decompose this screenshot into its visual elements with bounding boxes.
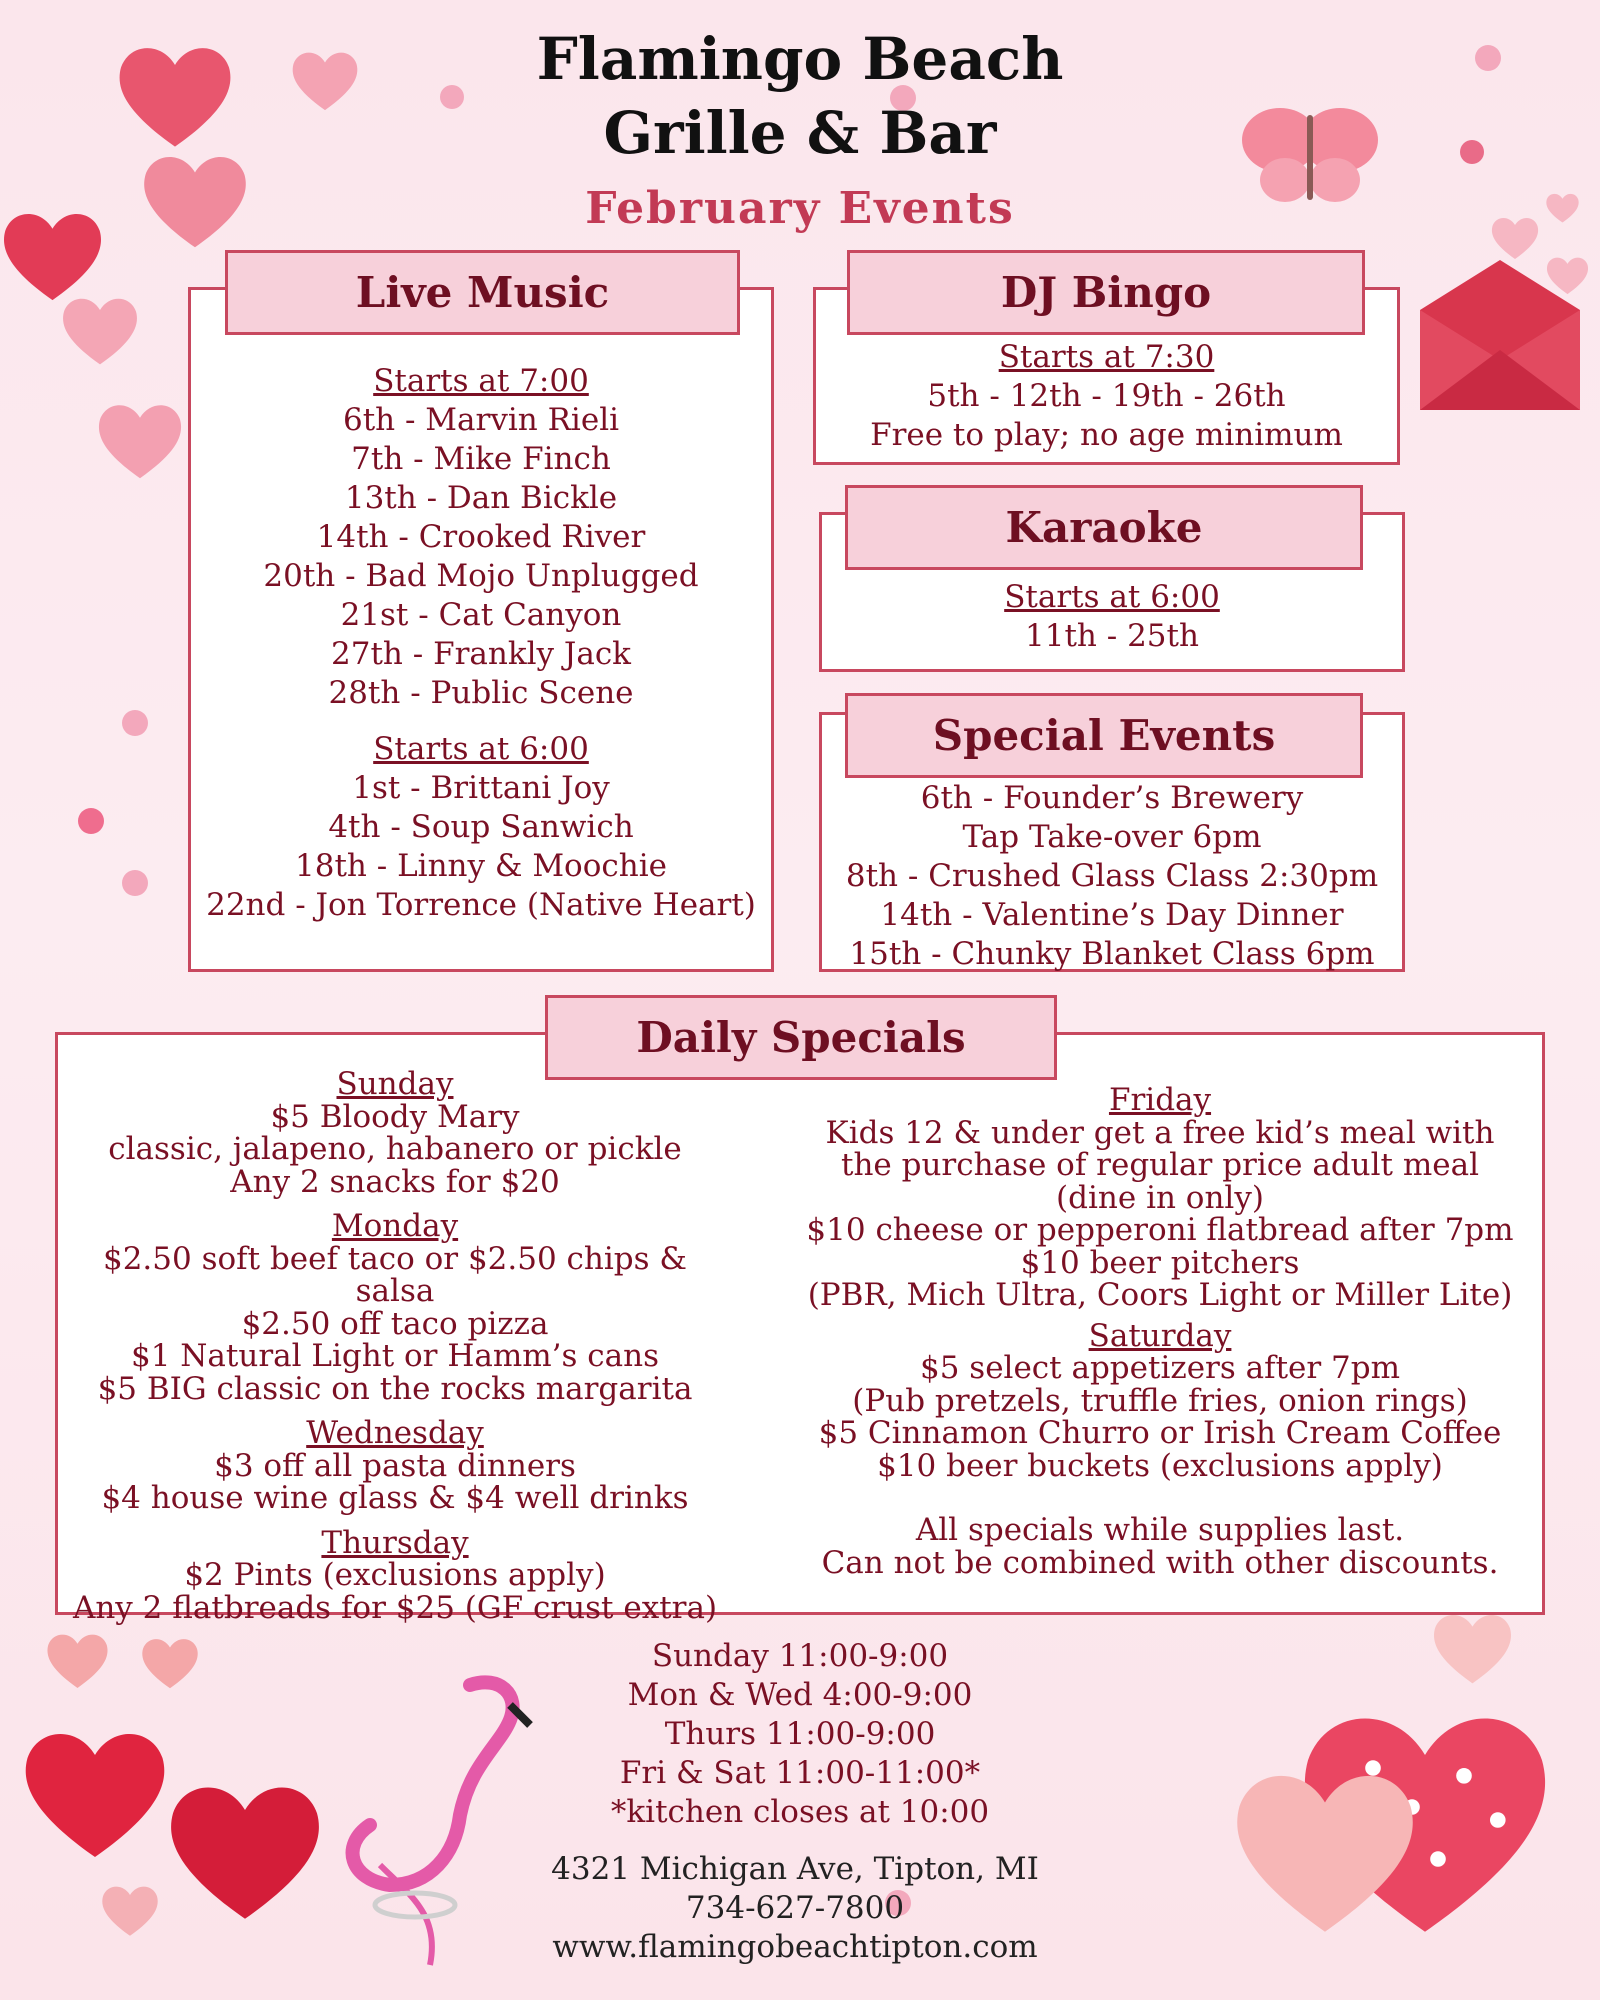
special-event-item: 6th - Founder’s Brewery: [920, 780, 1304, 816]
live-music-item: 22nd - Jon Torrence (Native Heart): [206, 887, 756, 923]
special-line: Any 2 snacks for $20: [230, 1163, 560, 1200]
heart-icon: [95, 400, 185, 480]
title-line-2: Grille & Bar: [603, 99, 997, 167]
heart-icon: [1545, 255, 1590, 295]
disclaimer-line: All specials while supplies last.: [915, 1512, 1405, 1548]
dj-bingo-note: Free to play; no age minimum: [870, 417, 1343, 453]
heart-icon: [1430, 1610, 1515, 1685]
special-line: $1 Natural Light or Hamm’s cans: [131, 1338, 659, 1374]
special-events-tab: [845, 693, 1363, 778]
live-music-item: 6th - Marvin Rieli: [342, 402, 620, 438]
heart-icon: [20, 1720, 170, 1865]
title-line-1: Flamingo Beach: [536, 25, 1064, 93]
live-music-item: 13th - Dan Bickle: [344, 480, 618, 516]
heart-icon: [140, 1635, 200, 1690]
live-music-item: 21st - Cat Canyon: [340, 597, 622, 633]
special-line: (dine in only): [1056, 1179, 1264, 1216]
heart-icon: [45, 1630, 110, 1690]
live-music-group1-heading: Starts at 7:00: [373, 363, 589, 399]
dj-bingo-dates: 5th - 12th - 19th - 26th: [927, 378, 1286, 414]
hours-line: Mon & Wed 4:00-9:00: [627, 1677, 973, 1713]
special-line: $2.50 soft beef taco or $2.50 chips & salsa: [102, 1240, 688, 1309]
live-music-item: 28th - Public Scene: [328, 675, 634, 711]
special-line: $2.50 off taco pizza: [241, 1305, 549, 1342]
karaoke-tab: [845, 485, 1363, 570]
special-line: $5 select appetizers after 7pm: [919, 1350, 1401, 1386]
daily-specials-left: [60, 1068, 730, 1624]
special-event-item: 14th - Valentine’s Day Dinner: [880, 897, 1344, 933]
karaoke-heading: Starts at 6:00: [1004, 579, 1220, 615]
page-subtitle: February Events: [585, 183, 1015, 234]
dj-bingo-title: DJ Bingo: [1000, 268, 1212, 317]
special-event-item: 15th - Chunky Blanket Class 6pm: [849, 936, 1375, 972]
hours-line: Sunday 11:00-9:00: [651, 1638, 949, 1674]
live-music-item: 20th - Bad Mojo Unplugged: [263, 558, 699, 594]
heart-icon: [60, 290, 140, 370]
heart-icon: [1230, 1760, 1420, 1940]
page-title: [0, 22, 1600, 170]
dj-bingo-info: [813, 338, 1400, 455]
dj-bingo-tab: [847, 250, 1365, 335]
hours-list: [500, 1637, 1100, 1832]
special-line: Any 2 flatbreads for $25 (GF crust extra): [72, 1589, 718, 1626]
special-event-item: 8th - Crushed Glass Class 2:30pm: [845, 858, 1379, 894]
karaoke-title: Karaoke: [1005, 503, 1203, 552]
karaoke-info: [819, 578, 1405, 656]
special-line: (Pub pretzels, truffle fries, onion rings): [852, 1382, 1468, 1419]
decor-dot: [122, 710, 148, 736]
special-line: $5 BIG classic on the rocks margarita: [97, 1370, 693, 1407]
live-music-item: 7th - Mike Finch: [351, 441, 611, 477]
special-line: $5 Cinnamon Churro or Irish Cream Coffee: [818, 1415, 1502, 1451]
special-events-title: Special Events: [932, 711, 1276, 760]
special-line: $10 beer pitchers: [1020, 1244, 1300, 1281]
special-events-list: [819, 779, 1405, 974]
wednesday-heading: Wednesday: [306, 1415, 484, 1451]
saturday-heading: Saturday: [1088, 1317, 1232, 1354]
live-music-item: 4th - Soup Sanwich: [328, 809, 634, 845]
live-music-item: 14th - Crooked River: [316, 519, 646, 555]
friday-heading: Friday: [1108, 1082, 1212, 1118]
live-music-title: Live Music: [355, 268, 610, 317]
hours-line: Fri & Sat 11:00-11:00*: [619, 1755, 981, 1791]
live-music-item: 1st - Brittani Joy: [352, 770, 610, 806]
website-link[interactable]: www.flamingobeachtipton.com: [552, 1929, 1038, 1965]
live-music-item: 27th - Frankly Jack: [331, 636, 631, 672]
contact-info: [450, 1850, 1140, 1967]
heart-icon: [165, 1770, 325, 1930]
special-line: Kids 12 & under get a free kid’s meal with: [825, 1114, 1495, 1151]
special-line: $3 off all pasta dinners: [214, 1447, 576, 1484]
daily-specials-right: [790, 1084, 1530, 1579]
special-line: $2 Pints (exclusions apply): [184, 1557, 606, 1593]
thursday-heading: Thursday: [321, 1524, 469, 1561]
special-line: (PBR, Mich Ultra, Coors Light or Miller Lite): [807, 1277, 1513, 1313]
decor-dot: [78, 808, 104, 834]
hours-line: Thurs 11:00-9:00: [664, 1716, 936, 1752]
monday-heading: Monday: [331, 1208, 459, 1244]
special-line: $5 Bloody Mary: [270, 1098, 520, 1135]
special-line: $10 beer buckets (exclusions apply): [877, 1447, 1443, 1484]
heart-icon: [100, 1880, 160, 1940]
special-line: $4 house wine glass & $4 well drinks: [101, 1480, 689, 1516]
special-line: $10 cheese or pepperoni flatbread after 7pm: [806, 1212, 1514, 1248]
address: 4321 Michigan Ave, Tipton, MI: [551, 1851, 1039, 1887]
special-line: classic, jalapeno, habanero or pickle: [108, 1131, 682, 1167]
special-event-item: Tap Take-over 6pm: [962, 819, 1262, 855]
live-music-list: [188, 362, 774, 925]
decor-dot: [122, 870, 148, 896]
daily-specials-title: Daily Specials: [636, 1013, 966, 1062]
live-music-group2-heading: Starts at 6:00: [373, 731, 589, 767]
live-music-item: 18th - Linny & Moochie: [295, 848, 667, 884]
special-line: the purchase of regular price adult meal: [841, 1147, 1479, 1183]
disclaimer-line: Can not be combined with other discounts.: [821, 1544, 1499, 1581]
sunday-heading: Sunday: [336, 1066, 454, 1102]
hours-line: *kitchen closes at 10:00: [610, 1794, 990, 1830]
live-music-tab: [225, 250, 740, 335]
dj-bingo-heading: Starts at 7:30: [998, 339, 1215, 375]
phone: 734-627-7800: [685, 1890, 905, 1926]
karaoke-dates: 11th - 25th: [1025, 618, 1199, 654]
